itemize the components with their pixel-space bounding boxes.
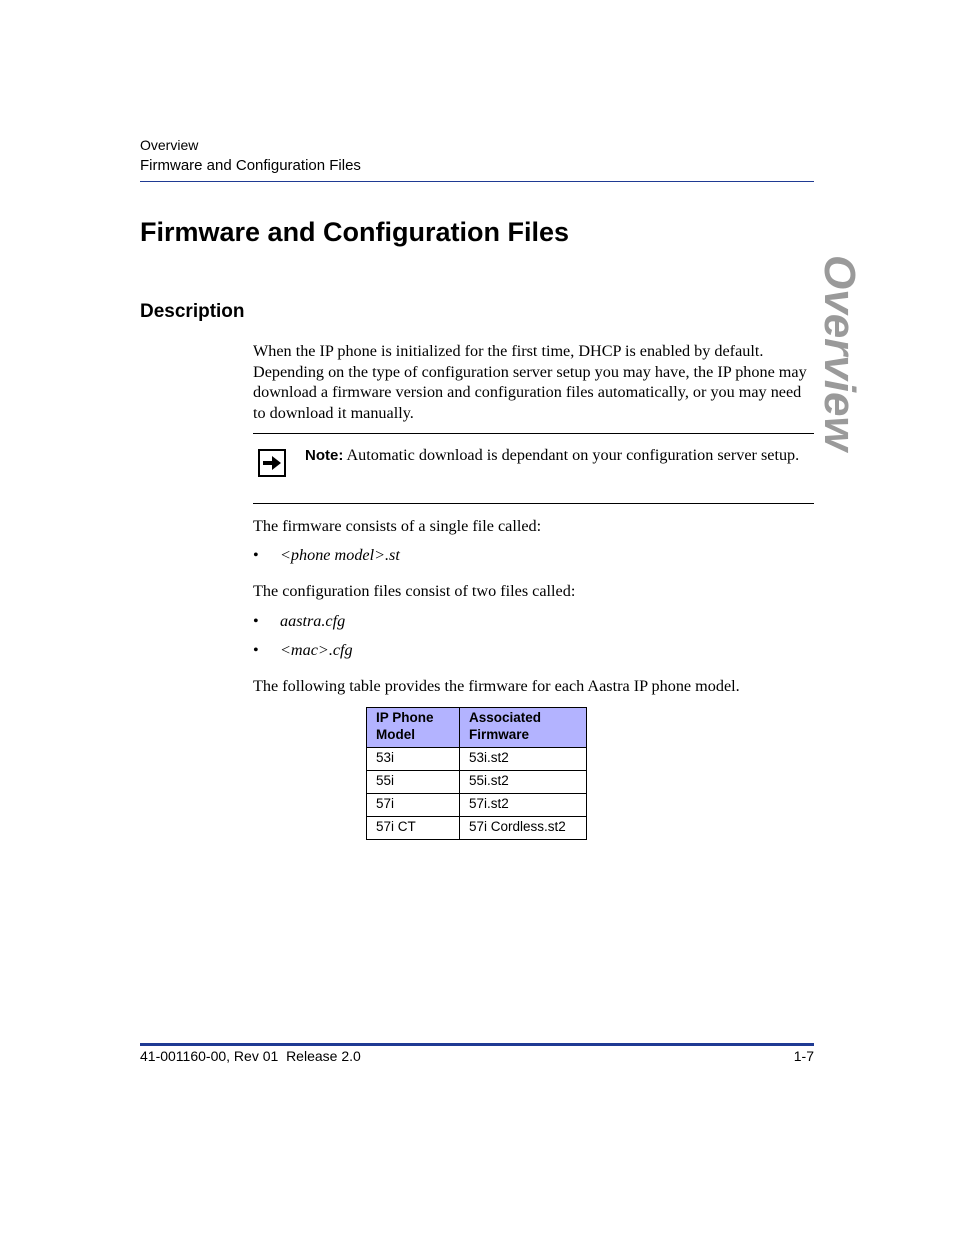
note-label: Note: [305,447,344,464]
intro-paragraph: When the IP phone is initialized for the first time, DHCP is enabled by default. Depending on the type of configuration server setup you may have, the IP phone may download a firmware version and configuration files automatically, or you may need to download it manually. [253,342,807,422]
firmware-intro: The firmware consists of a single file called: [253,517,542,535]
model-cell: 53i [367,748,460,771]
header-rule [140,181,814,182]
firmware-cell: 55i.st2 [460,771,587,794]
firmware-table [366,707,587,840]
note-text [305,445,810,466]
column-header-model: IP Phone Model [367,708,460,748]
running-header-chapter: Firmware and Configuration Files [140,157,361,174]
footer-doc-info: 41-001160-00, Rev 01 Release 2.0 [140,1048,361,1064]
table-row [367,771,587,794]
footer-rule [140,1043,814,1046]
running-header-section: Overview [140,137,199,153]
table-row [367,748,587,771]
section-heading: Description [140,301,245,322]
firmware-cell: 57i Cordless.st2 [460,817,587,840]
note-box [253,433,814,504]
table-row [367,817,587,840]
firmware-cell: 53i.st2 [460,748,587,771]
firmware-file-name: <phone model>.st [280,546,400,564]
page-number: 1-7 [793,1048,814,1064]
column-header-firmware: Associated Firmware [460,708,587,748]
arrow-right-icon [258,449,286,477]
table-intro: The following table provides the firmware for each Aastra IP phone model. [253,677,740,695]
model-cell: 55i [367,771,460,794]
config-file-name: <mac>.cfg [280,641,353,659]
firmware-cell: 57i.st2 [460,794,587,817]
model-cell: 57i CT [367,817,460,840]
config-intro: The configuration files consist of two files called: [253,582,576,600]
side-tab [812,255,872,451]
side-tab-label: Overview [815,255,864,451]
table-header-row [367,708,587,748]
note-body: Automatic download is dependant on your configuration server setup. [346,446,800,464]
model-cell: 57i [367,794,460,817]
config-file-name: aastra.cfg [280,612,346,630]
page-title: Firmware and Configuration Files [140,217,570,247]
table-row [367,794,587,817]
